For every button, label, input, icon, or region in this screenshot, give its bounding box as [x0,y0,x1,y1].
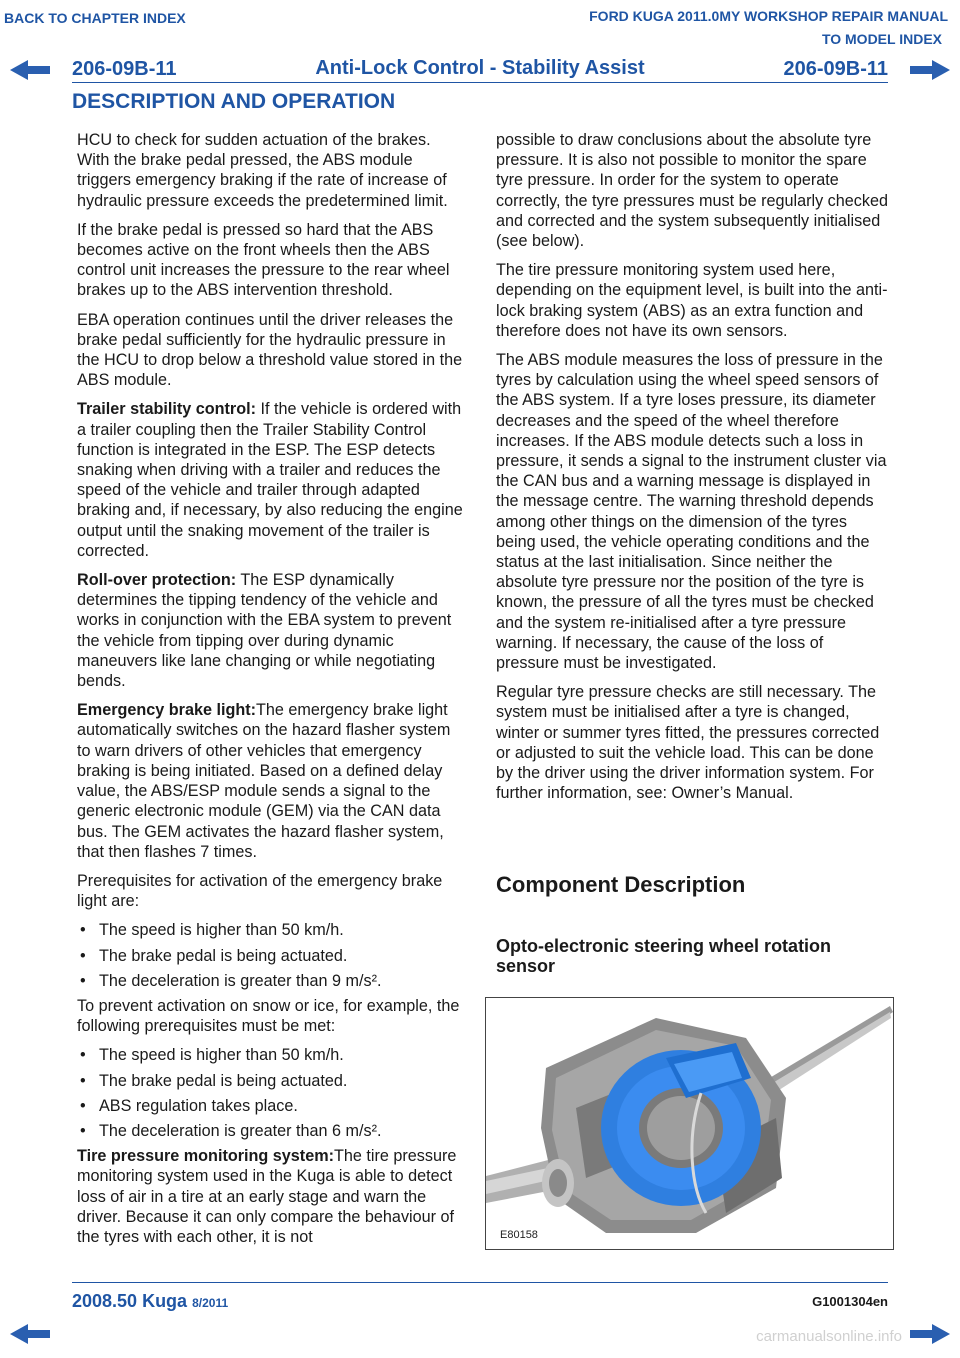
list-item: • The brake pedal is being actuated. [80,1071,348,1090]
term-label: Emergency brake light: [77,701,257,720]
subsection-heading: Opto-electronic steering wheel rotation sensor [496,936,832,976]
steering-rotation-sensor-illustration [486,998,893,1249]
term-label: Roll-over protection: [77,571,237,590]
rollover-paragraph [77,570,467,691]
section-number-left: 206-09B-11 [72,58,177,80]
right-column [496,130,888,813]
paragraph: The ABS module measures the loss of pressure in the tyres by calculation using the wheel speed sensors of the ABS system. If a tyre loses pressure, its diameter decreases and the speed of the wheel therefore increases. If the ABS module detects such a loss in pressure, it sends a signal to the instrument cluster via the CAN bus and a warning message is displayed in the message centre. The warning threshold depends among other things on the dimension of the tyres being used, the vehicle operating conditions and the status at the last initialisation. Since neither the absolute tyre pressure nor the position of the tyre is known, the pressure of all the tyres must be checked and the system re-initialised after a tyre pressure warning. If necessary, the cause of the loss of pressure must be investigated. [496,351,887,673]
list-item: • The speed is higher than 50 km/h. [80,1046,344,1065]
list-item: • The brake pedal is being actuated. [80,946,348,965]
term-label: Trailer stability control: [77,400,257,419]
footer-date: 8/2011 [192,1296,229,1310]
paragraph: If the brake pedal is pressed so hard that the ABS becomes active on the front wheels then the ABS control unit increases the pressure to the rear wheel brakes up to the ABS intervention threshold. [77,220,450,300]
sensor-figure [485,997,894,1250]
list-item: • ABS regulation takes place. [80,1096,298,1115]
paragraph: To prevent activation on snow or ice, for example, the following prerequisites must be met: [77,996,460,1036]
list-item: • The deceleration is greater than 6 m/s². [80,1121,382,1140]
term-text: The tire pressure monitoring system used in the Kuga is able to detect loss of air in a tire at an early stage and warn the driver. Because it can only compare the behaviour of the tyres with each other, it is not [77,1147,457,1246]
tpms-paragraph [77,1146,467,1247]
figure-label: E80158 [500,1229,538,1241]
section-number-right: 206-09B-11 [783,58,888,80]
manual-title-link[interactable]: FORD KUGA 2011.0MY WORKSHOP REPAIR MANUAL [589,8,948,24]
section-heading: Component Description [496,872,746,897]
footer-model: 2008.50 Kuga 8/2011 [72,1291,229,1311]
footer-rule [72,1282,888,1283]
paragraph: possible to draw conclusions about the absolute tyre pressure. It is also not possible to monitor the spare tyre pressure. In order for the system to operate correctly, the tyre pressures must be regularly checked and corrected and the system subsequently initialised (see below). [496,131,888,251]
document-code: G1001304en [812,1294,888,1309]
paragraph: HCU to check for sudden actuation of the brakes. With the brake pedal pressed, the ABS module triggers emergency braking if the rate of increase of hydraulic pressure exceeds the predetermined limit. [77,131,448,210]
back-to-chapter-index-link[interactable]: BACK TO CHAPTER INDEX [4,10,186,26]
term-label: Tire pressure monitoring system: [77,1147,334,1166]
term-text: The emergency brake light automatically switches on the hazard flasher system to warn drivers of other vehicles that emergency braking is being initiated. Based on a defined delay value, the ABS/ESP module sends a signal to the generic electronic module (GEM) via the CAN data bus. The GEM activates the hazard flasher system, that then flashes 7 times. [77,701,451,861]
emergency-brake-light-paragraph [77,700,467,862]
header-rule [72,82,888,83]
paragraph: Prerequisites for activation of the emergency brake light are: [77,871,443,911]
left-column [77,130,467,1256]
paragraph: Regular tyre pressure checks are still necessary. The system must be initialised after a tyre is changed, winter or summer tyres fitted, the pressures corrected or adjusted to suit the vehicle load. This can be done by the driver using the driver information system. For further information, see: Owner’s Manual. [496,683,880,803]
paragraph: The tire pressure monitoring system used here, depending on the equipment level, is built into the anti-lock braking system (ABS) as an extra function and therefore does not have its own sensors. [496,261,888,340]
trailer-stability-paragraph [77,399,467,561]
next-page-arrow-icon[interactable] [908,1322,952,1346]
to-model-index-link[interactable]: TO MODEL INDEX [821,31,942,47]
prerequisites-list [77,920,467,991]
page-title: Anti-Lock Control - Stability Assist [315,57,645,79]
list-item: • The speed is higher than 50 km/h. [80,921,344,940]
list-item: • The deceleration is greater than 9 m/s². [80,971,382,990]
watermark: carmanualsonline.info [756,1328,902,1345]
prevention-list [77,1045,467,1141]
paragraph: EBA operation continues until the driver releases the brake pedal sufficiently for the hydraulic pressure in the HCU to drop below a threshold value stored in the ABS module. [77,310,463,390]
previous-page-arrow-icon[interactable] [8,1322,52,1346]
term-text: If the vehicle is ordered with a trailer coupling then the Trailer Stability Control function is integrated in the ESP. The ESP detects snaking when driving with a trailer and reduces the speed of the vehicle and trailer through adapted braking and, if necessary, by also reducing the engine output until the snaking movement of the trailer is corrected. [77,400,463,560]
term-text: The ESP dynamically determines the tipping tendency of the vehicle and works in conjunction with the EBA system to prevent the vehicle from tipping over during dynamic maneuvers like lane changing or while negotiating bends. [77,571,452,691]
section-subtitle: DESCRIPTION AND OPERATION [72,90,396,113]
